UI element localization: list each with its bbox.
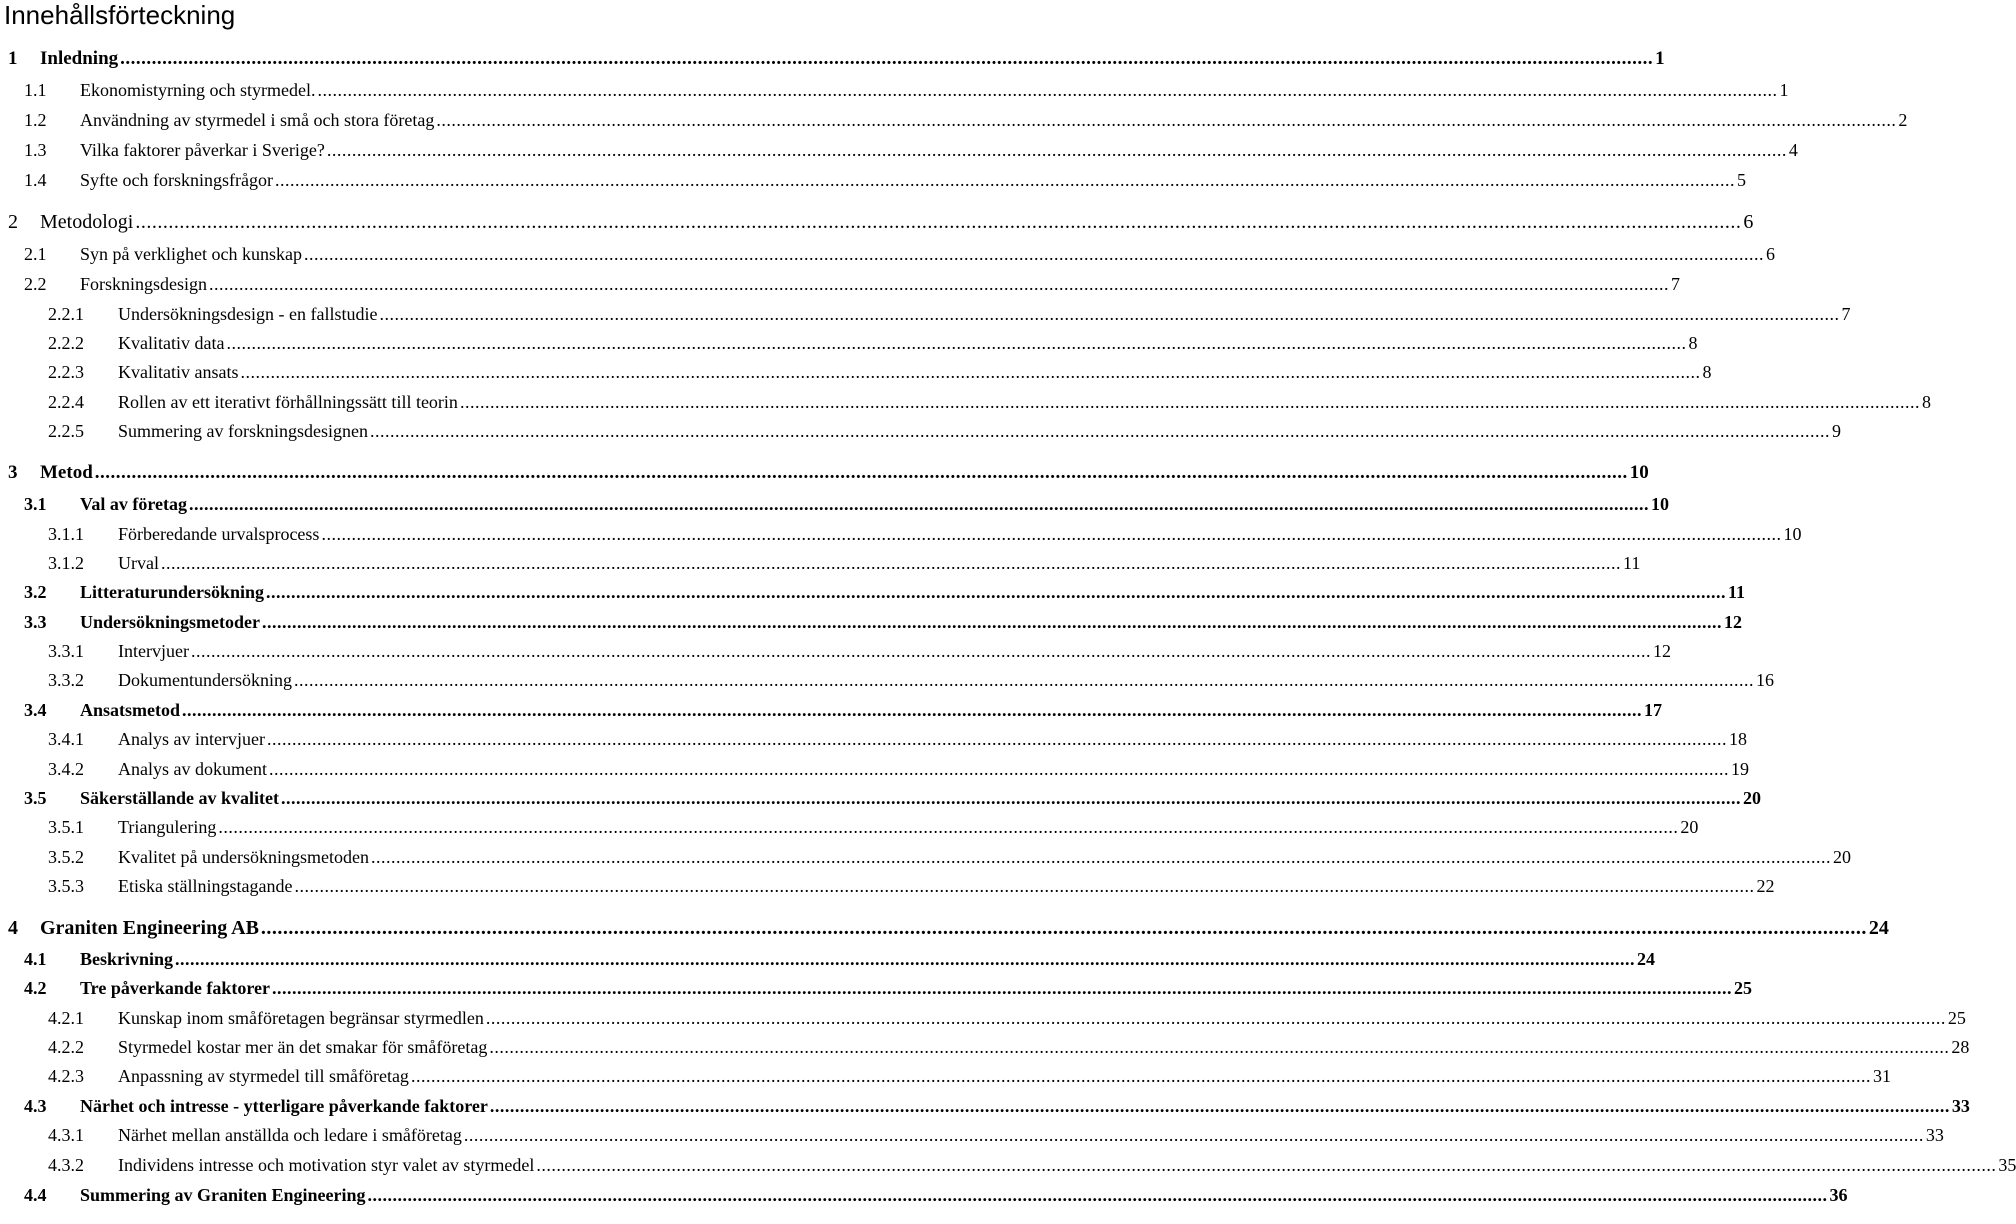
toc-entry-page: 20 [1832,847,1851,867]
toc-entry-page: 17 [1644,700,1663,720]
toc-entry-label: Graniten Engineering AB [40,917,259,939]
toc-leader-dots [368,1183,1828,1207]
toc-entry-number: 3.3 [24,612,47,632]
toc-entry-page: 10 [1629,462,1649,483]
toc-entry-number: 3 [8,462,18,483]
toc-entry-label: Vilka faktorer påverkar i Sverige? [80,140,325,160]
toc-entry-page: 25 [1733,978,1752,998]
toc-entry[interactable] [0,945,1656,971]
toc-entry-number: 2.2.4 [48,392,84,412]
toc-entry-number: 3.1.2 [48,553,84,573]
toc-leader-dots [460,390,1920,414]
toc-entry[interactable] [0,208,1754,234]
toc-leader-dots [161,551,1621,575]
toc-leader-dots [304,242,1764,266]
toc-entry-page: 9 [1831,421,1841,441]
toc-leader-dots [262,610,1722,634]
toc-entry-page: 4 [1788,140,1798,160]
toc-entry-page: 7 [1841,304,1851,324]
toc-entry-page: 10 [1783,524,1802,544]
toc-entry-number: 4.3 [24,1096,47,1116]
toc-leader-dots [371,845,1831,869]
toc-entry-page: 19 [1730,759,1749,779]
toc-entry-label: Individens intresse och motivation styr valet av styrmedel [118,1155,535,1175]
toc-entry-number: 2.2.1 [48,304,84,324]
toc-entry-page: 11 [1728,582,1746,602]
toc-entry-number: 3.5.2 [48,847,84,867]
toc-leader-dots [294,668,1754,692]
toc-entry-page: 33 [1925,1125,1944,1145]
toc-entry-number: 4.2.2 [48,1037,84,1057]
toc-leader-dots [120,47,1653,71]
toc-entry[interactable] [0,974,1752,1000]
toc-entry-number: 1.3 [24,140,47,160]
toc-entry-label: Triangulering [118,817,217,837]
toc-entry-label: Syn på verklighet och kunskap [80,244,302,264]
toc-entry-number: 1.1 [24,80,47,100]
toc-leader-dots [317,78,1777,102]
toc-entry[interactable] [0,1004,1966,1030]
toc-entry-label: Användning av styrmedel i små och stora företag [80,110,435,130]
toc-leader-dots [209,272,1669,296]
toc-entry[interactable] [0,755,1749,781]
toc-entry-number: 4.3.1 [48,1125,84,1145]
toc-entry[interactable] [0,459,1649,485]
toc-entry-label: Summering av forskningsdesignen [118,421,368,441]
toc-entry[interactable] [0,637,1671,663]
toc-entry-label: Ekonomistyrning och styrmedel. [80,80,316,100]
toc-entry-label: Närhet och intresse - ytterligare påverkande faktorer [80,1096,488,1116]
toc-entry-label: Etiska ställningstagande [118,876,293,896]
toc-entry-page: 25 [1947,1008,1966,1028]
toc-leader-dots [536,1153,1996,1177]
toc-entry-label: Dokumentundersökning [118,670,292,690]
toc-leader-dots [189,492,1649,516]
toc-entry-number: 2.2.5 [48,421,84,441]
toc-entry-page: 36 [1829,1185,1848,1205]
toc-entry-number: 4.4 [24,1185,47,1205]
toc-entry-number: 4.2.1 [48,1008,84,1028]
toc-entry[interactable] [0,136,1798,162]
toc-entry[interactable] [0,696,1663,722]
toc-entry-label: Styrmedel kostar mer än det smakar för småföretag [118,1037,488,1057]
toc-leader-dots [266,580,1726,604]
toc-entry-label: Undersökningsdesign - en fallstudie [118,304,378,324]
toc-leader-dots [218,815,1678,839]
toc-entry[interactable] [0,300,1851,326]
toc-entry-label: Analys av intervjuer [118,729,265,749]
toc-entry[interactable] [0,1033,1970,1059]
toc-entry[interactable] [0,520,1802,546]
toc-entry-page: 33 [1951,1096,1970,1116]
toc-entry-number: 2.2.3 [48,362,84,382]
toc-entry-number: 3.5.3 [48,876,84,896]
toc-entry[interactable] [0,608,1743,634]
toc-leader-dots [191,639,1651,663]
toc-leader-dots [411,1064,1871,1088]
toc-leader-dots [486,1006,1946,1030]
toc-entry[interactable] [0,914,1889,940]
toc-leader-dots [489,1035,1949,1059]
page-title: Innehållsförteckning [4,0,236,30]
toc-entry-label: Kvalitativ data [118,333,225,353]
toc-entry-page: 8 [1688,333,1698,353]
toc-leader-dots [490,1094,1950,1118]
toc-leader-dots [135,210,1741,234]
toc-entry-page: 24 [1637,949,1656,969]
toc-entry-number: 3.4.2 [48,759,84,779]
toc-entry-label: Beskrivning [80,949,174,969]
toc-entry-page: 1 [1655,48,1665,69]
toc-entry[interactable] [0,358,1712,384]
toc-entry-number: 2.1 [24,244,47,264]
toc-leader-dots [294,874,1754,898]
toc-entry[interactable] [0,166,1746,192]
toc-entry-number: 4.3.2 [48,1155,84,1175]
toc-entry-number: 2.2 [24,274,47,294]
toc-entry[interactable] [0,1121,1944,1147]
toc-leader-dots [370,419,1830,443]
toc-entry-label: Kunskap inom småföretagen begränsar styrmedlen [118,1008,484,1028]
toc-entry-number: 1 [8,48,18,69]
toc-leader-dots [267,727,1727,751]
toc-entry[interactable] [0,388,1931,414]
toc-leader-dots [436,108,1896,132]
toc-leader-dots [281,786,1741,810]
toc-entry-label: Metodologi [40,211,134,233]
toc-entry-page: 35 [1998,1155,2016,1175]
toc-entry-number: 3.4.1 [48,729,84,749]
toc-entry-page: 6 [1743,211,1754,233]
toc-entry[interactable] [0,417,1841,443]
toc-leader-dots [379,302,1839,326]
toc-entry-number: 4 [8,917,18,939]
toc-entry-number: 3.5 [24,788,47,808]
toc-entry-label: Analys av dokument [118,759,267,779]
toc-entry-number: 4.1 [24,949,47,969]
toc-entry-label: Säkerställande av kvalitet [80,788,280,808]
toc-leader-dots [240,360,1700,384]
toc-entry[interactable] [0,270,1681,296]
toc-entry-label: Kvalitativ ansats [118,362,239,382]
toc-entry-label: Val av företag [80,494,187,514]
toc-leader-dots [95,461,1628,485]
toc-entry-label: Syfte och forskningsfrågor [80,170,273,190]
toc-entry[interactable] [0,784,1762,810]
toc-entry-page: 18 [1728,729,1747,749]
toc-entry[interactable] [0,666,1774,692]
toc-entry-page: 16 [1755,670,1774,690]
toc-entry[interactable] [0,813,1699,839]
toc-leader-dots [182,698,1642,722]
toc-entry-number: 2.2.2 [48,333,84,353]
toc-entry-label: Intervjuer [118,641,189,661]
toc-entry[interactable] [0,76,1789,102]
toc-entry-label: Anpassning av styrmedel till småföretag [118,1066,409,1086]
toc-entry[interactable] [0,843,1851,869]
toc-entry-label: Forskningsdesign [80,274,208,294]
toc-entry-number: 4.2.3 [48,1066,84,1086]
toc-entry-page: 10 [1651,494,1669,514]
toc-leader-dots [175,947,1635,971]
toc-entry-label: Tre påverkande faktorer [80,978,270,998]
toc-entry[interactable] [0,725,1747,751]
toc-entry-page: 20 [1680,817,1699,837]
toc-entry-number: 3.3.2 [48,670,84,690]
toc-leader-dots [327,138,1787,162]
toc-leader-dots [464,1123,1924,1147]
toc-leader-dots [272,976,1732,1000]
toc-entry-number: 1.2 [24,110,47,130]
toc-entry-number: 1.4 [24,170,47,190]
toc-entry-number: 3.4 [24,700,47,720]
toc-entry-page: 11 [1622,553,1641,573]
toc-entry-page: 7 [1671,274,1681,294]
toc-entry-number: 2 [8,211,18,233]
toc-entry-label: Undersökningsmetoder [80,612,261,632]
toc-entry-page: 12 [1652,641,1671,661]
toc-entry-page: 2 [1898,110,1908,130]
toc-leader-dots [261,916,1867,940]
toc-entry-number: 3.5.1 [48,817,84,837]
toc-entry-number: 3.2 [24,582,47,602]
toc-entry-label: Rollen av ett iterativt förhållningssätt till teorin [118,392,458,412]
toc-entry-label: Metod [40,462,93,483]
toc-entry[interactable] [0,549,1641,575]
toc-leader-dots [275,168,1735,192]
toc-entry-number: 3.3.1 [48,641,84,661]
toc-entry-page: 28 [1951,1037,1970,1057]
toc-entry-label: Litteraturundersökning [80,582,265,602]
toc-entry-page: 24 [1868,917,1889,939]
toc-entry-page: 8 [1921,392,1931,412]
toc-leader-dots [269,757,1729,781]
toc-entry-page: 1 [1779,80,1789,100]
toc-entry[interactable] [0,329,1698,355]
toc-entry[interactable] [0,1151,2016,1177]
toc-entry-page: 5 [1736,170,1746,190]
toc-entry-label: Ansatsmetod [80,700,181,720]
toc-entry-label: Närhet mellan anställda och ledare i småföretag [118,1125,462,1145]
toc-leader-dots [226,331,1686,355]
toc-entry-page: 31 [1872,1066,1891,1086]
toc-entry[interactable] [0,578,1746,604]
toc-leader-dots [321,522,1781,546]
toc-entry-label: Urval [118,553,159,573]
toc-entry[interactable] [0,106,1908,132]
toc-entry-label: Kvalitet på undersökningsmetoden [118,847,369,867]
toc-entry[interactable] [0,872,1775,898]
toc-entry[interactable] [0,45,1665,71]
toc-entry[interactable] [0,490,1669,516]
toc-entry[interactable] [0,1181,1848,1207]
toc-entry-page: 8 [1702,362,1712,382]
toc-entry[interactable] [0,240,1775,266]
toc-entry-page: 22 [1756,876,1775,896]
toc-entry-number: 4.2 [24,978,47,998]
toc-entry-page: 6 [1765,244,1775,264]
toc-entry-label: Inledning [40,48,119,69]
toc-entry-label: Förberedande urvalsprocess [118,524,320,544]
toc-entry-label: Summering av Graniten Engineering [80,1185,366,1205]
toc-entry-page: 20 [1743,788,1762,808]
toc-entry[interactable] [0,1062,1891,1088]
toc-entry-page: 12 [1724,612,1743,632]
toc-entry-number: 3.1 [24,494,47,514]
toc-entry-number: 3.1.1 [48,524,84,544]
toc-entry[interactable] [0,1092,1970,1118]
